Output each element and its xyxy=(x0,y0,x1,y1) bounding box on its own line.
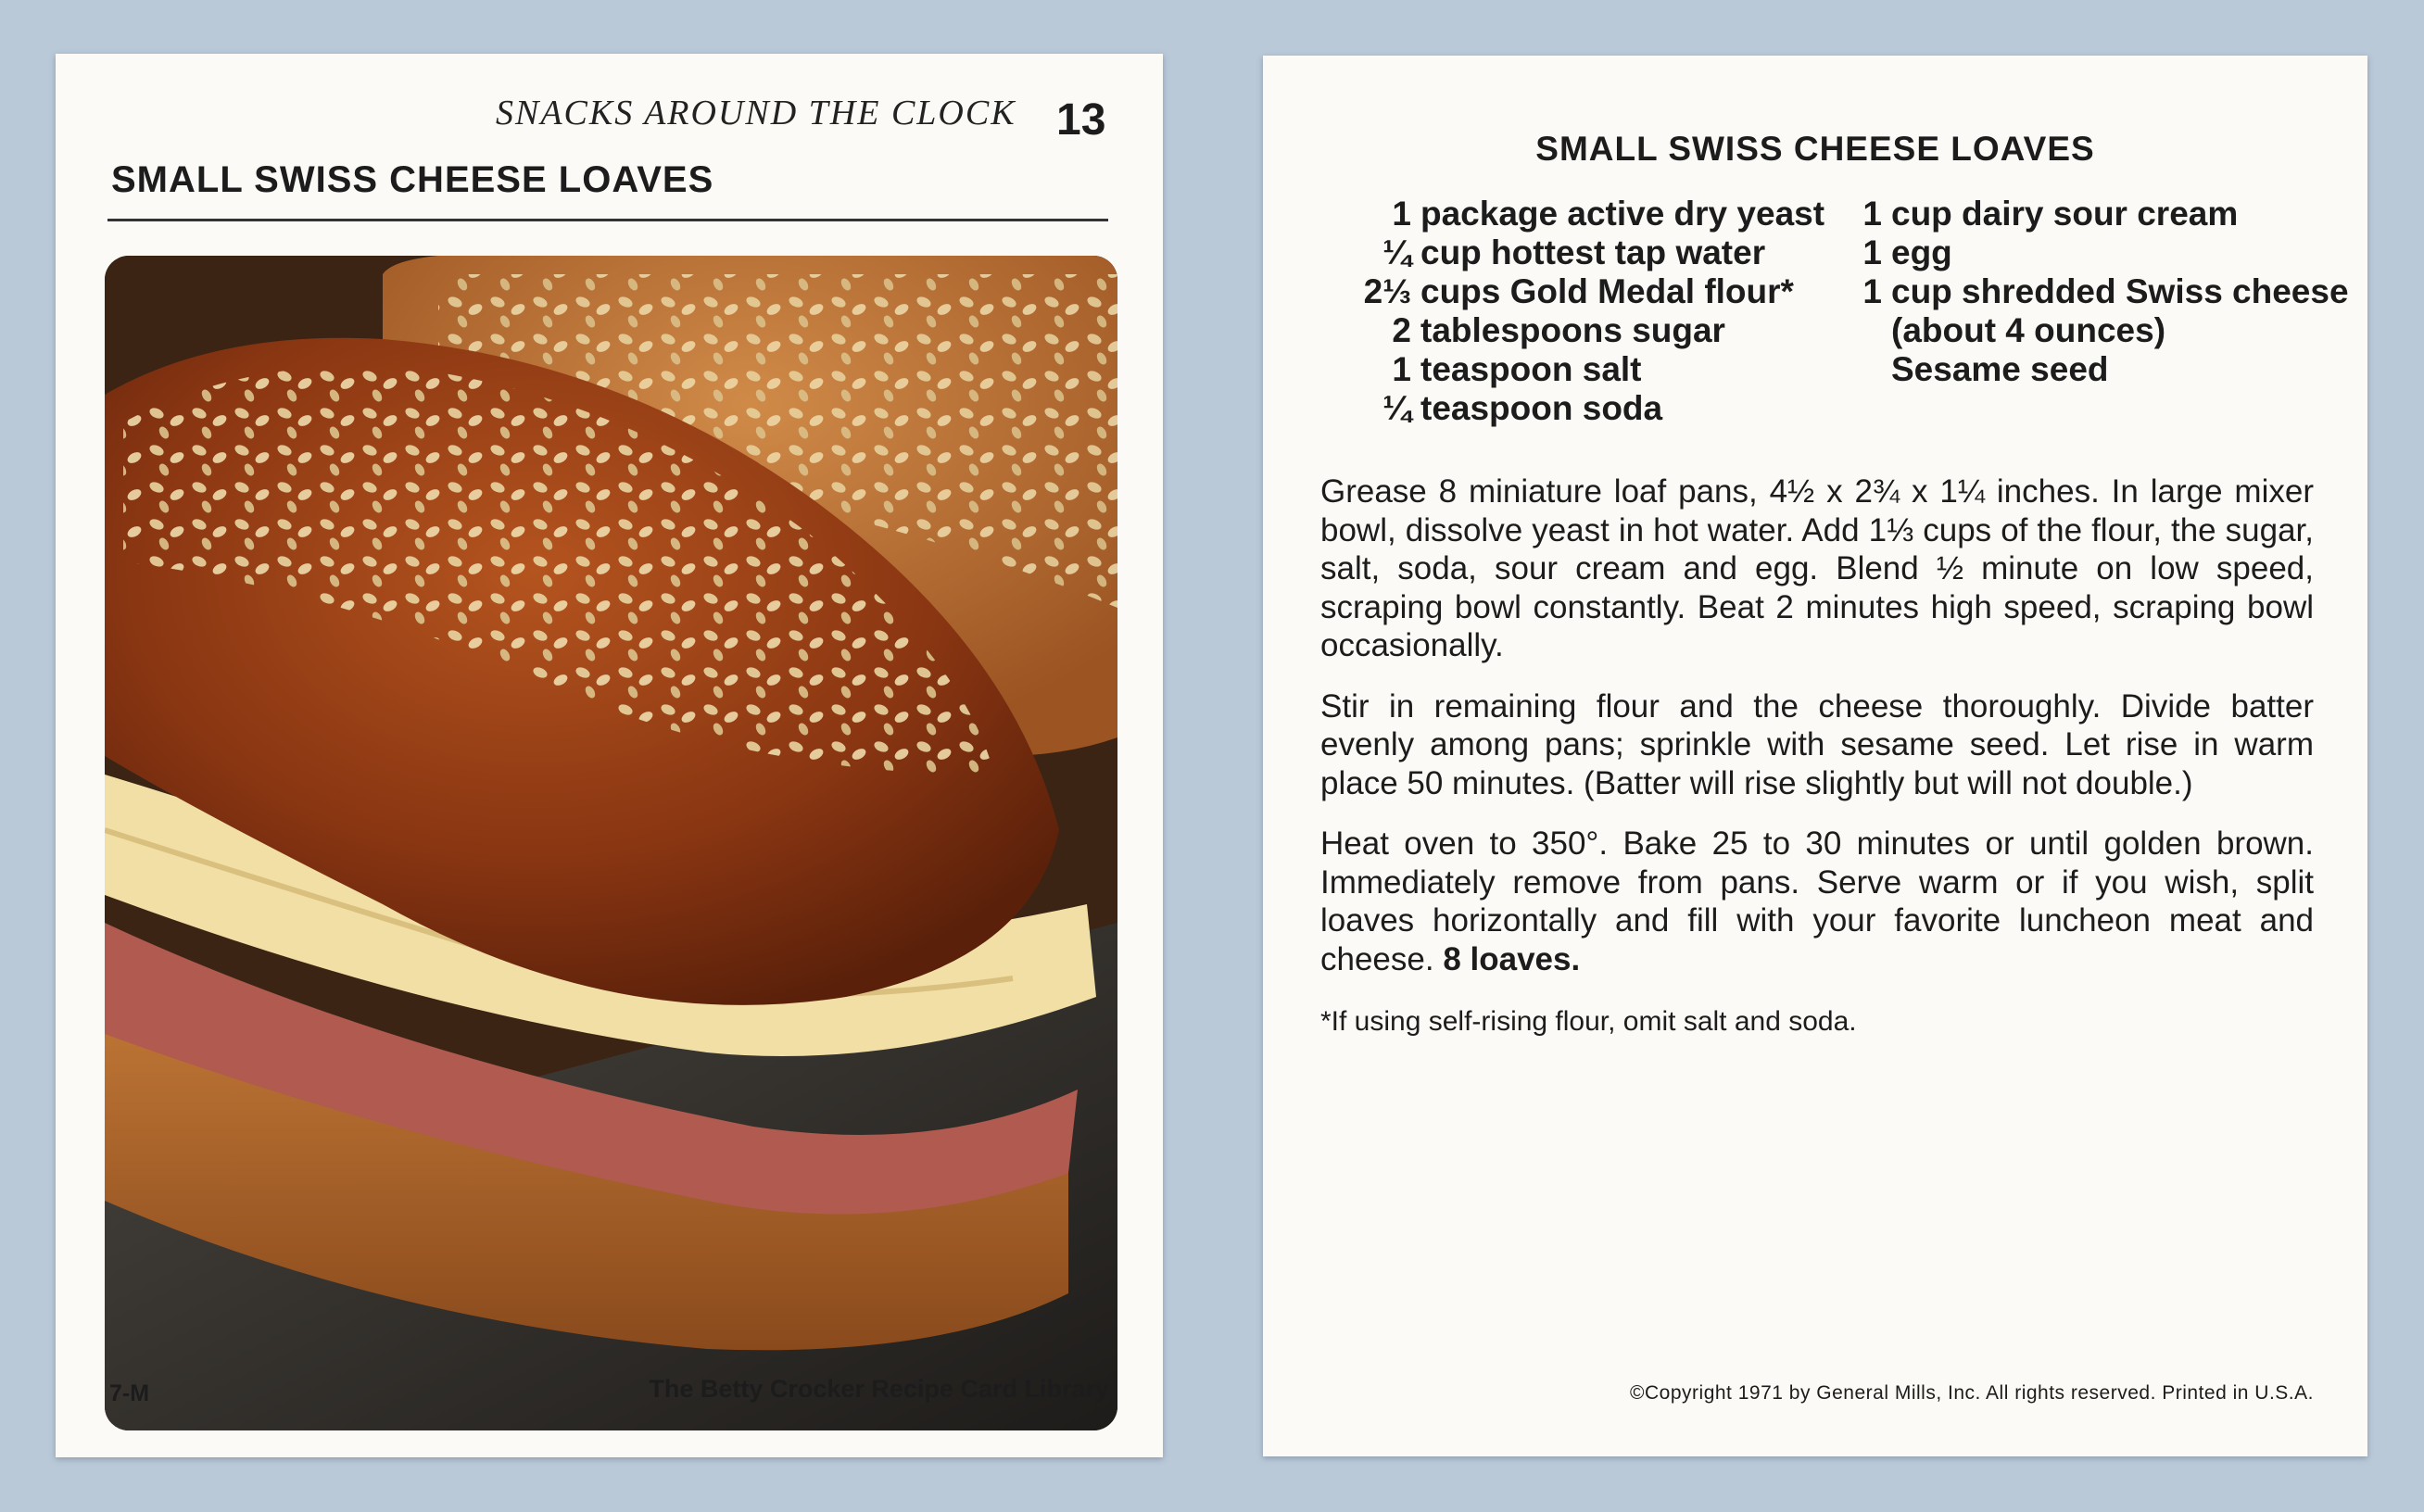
ingredient-item: cup shredded Swiss cheese xyxy=(1891,272,2349,310)
ingredient-qty: 2⅓ xyxy=(1363,272,1411,310)
ingredient-row xyxy=(1319,350,1824,389)
ingredients-left xyxy=(1319,195,1824,428)
direction-step-3 xyxy=(1320,825,2314,978)
ingredient-row xyxy=(1847,233,2349,272)
ingredient-row xyxy=(1847,272,2349,311)
card-code: 7-M xyxy=(109,1380,150,1406)
footnote: *If using self-rising flour, omit salt and soda. xyxy=(1320,1006,1857,1037)
ingredient-item: teaspoon soda xyxy=(1420,389,1663,427)
ingredient-qty: 1 xyxy=(1392,350,1411,388)
ingredient-item: Sesame seed xyxy=(1891,350,2109,388)
ingredient-row xyxy=(1319,233,1824,272)
ingredient-item: cup hottest tap water xyxy=(1420,233,1766,271)
ingredient-item: package active dry yeast xyxy=(1420,195,1825,233)
ingredient-item: egg xyxy=(1891,233,1952,271)
ingredient-qty: ¼ xyxy=(1382,389,1411,427)
ingredient-qty: 1 xyxy=(1862,195,1882,233)
bread-photo xyxy=(105,256,1117,1430)
ingredient-row xyxy=(1319,311,1824,350)
ingredient-row xyxy=(1847,195,2349,233)
library-name: The Betty Crocker Recipe Card Library xyxy=(649,1375,1109,1403)
title-rule xyxy=(107,219,1108,221)
ingredient-row xyxy=(1319,195,1824,233)
direction-step-2: Stir in remaining flour and the cheese thoroughly. Divide batter evenly among pans; sprinkle with sesame seed. Let rise in warm place 50 minutes. (Batter will rise slightly but will not double.) xyxy=(1320,687,2314,801)
ingredient-qty: 1 xyxy=(1862,272,1882,310)
ingredient-item: (about 4 ounces) xyxy=(1891,311,2166,349)
card-number: 13 xyxy=(1056,95,1106,145)
ingredient-row xyxy=(1319,389,1824,428)
ingredient-item: cup dairy sour cream xyxy=(1891,195,2239,233)
ingredient-qty: 1 xyxy=(1862,233,1882,271)
ingredients-right xyxy=(1847,195,2349,389)
recipe-title-back: SMALL SWISS CHEESE LOAVES xyxy=(1535,130,2095,168)
ingredient-qty xyxy=(1847,350,1891,389)
ingredient-qty: ¼ xyxy=(1382,233,1411,271)
series-title: SNACKS AROUND THE CLOCK xyxy=(496,94,1016,132)
step-3-text: Heat oven to 350°. Bake 25 to 30 minutes or until golden brown. Immediately remove from pans. Serve warm or if you wish, split loaves horizontally and fill with your favorite luncheon meat and cheese. xyxy=(1320,825,2314,977)
ingredient-item: cups Gold Medal flour* xyxy=(1420,272,1794,310)
recipe-card-back xyxy=(1263,56,2367,1456)
copyright: ©Copyright 1971 by General Mills, Inc. All rights reserved. Printed in U.S.A. xyxy=(1630,1382,2314,1404)
recipe-card-front xyxy=(56,54,1163,1457)
ingredient-item: tablespoons sugar xyxy=(1420,311,1725,349)
ingredient-qty: 2 xyxy=(1392,311,1411,349)
recipe-title-front: SMALL SWISS CHEESE LOAVES xyxy=(111,159,714,200)
ingredient-qty xyxy=(1847,311,1891,350)
ingredient-row xyxy=(1319,272,1824,311)
recipe-yield: 8 loaves. xyxy=(1443,940,1581,977)
direction-step-1: Grease 8 miniature loaf pans, 4½ x 2¾ x 1¼ inches. In large mixer bowl, dissolve yeast in hot water. Add 1⅓ cups of the flour, the sugar, salt, soda, sour cream and egg. Blend ½ minute on low speed, scraping bowl constantly. Beat 2 minutes high speed, scraping bowl occasionally. xyxy=(1320,473,2314,663)
ingredient-row xyxy=(1847,311,2349,350)
ingredient-qty: 1 xyxy=(1392,195,1411,233)
ingredient-row xyxy=(1847,350,2349,389)
directions xyxy=(1320,472,2314,1001)
ingredient-item: teaspoon salt xyxy=(1420,350,1642,388)
